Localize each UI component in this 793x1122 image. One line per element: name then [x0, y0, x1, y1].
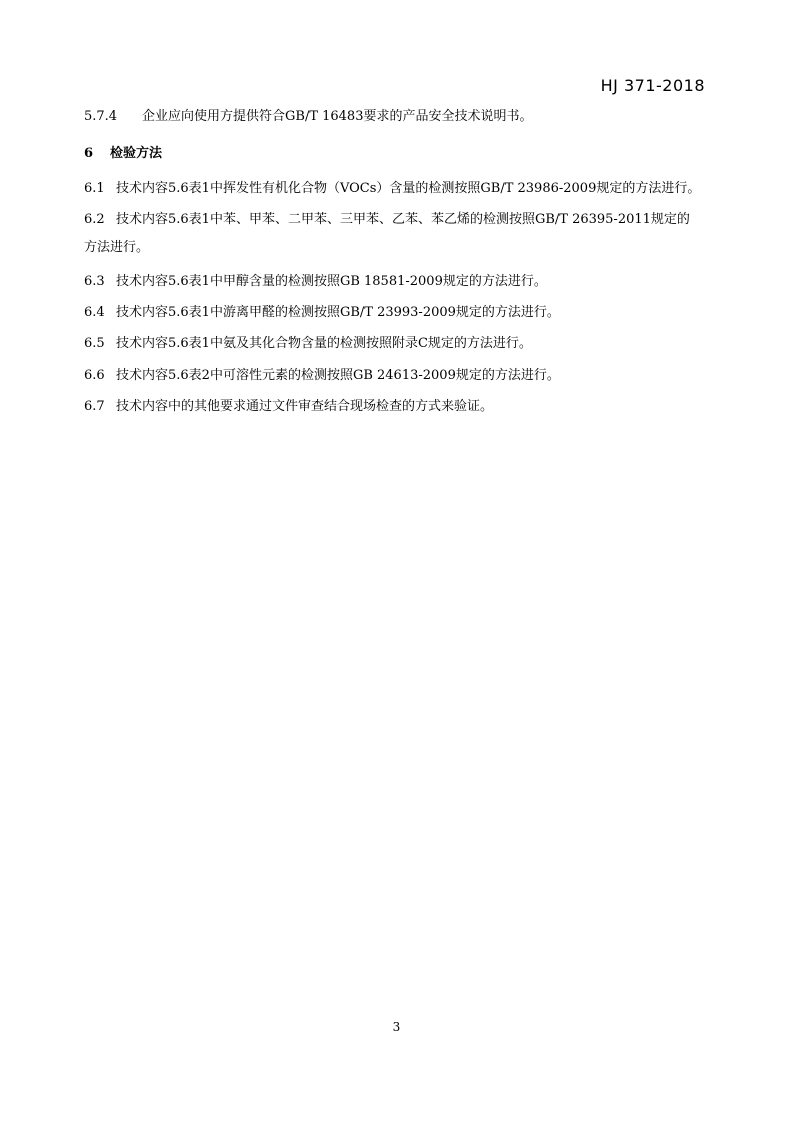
- section-heading: [84, 145, 162, 163]
- clause-text: 技术内容5.6表1中苯、甲苯、二甲苯、三甲苯、乙苯、苯乙烯的检测按照GB/T 26395-2011规定的: [116, 212, 690, 227]
- clause-6-3: [84, 273, 547, 291]
- clause-text-continuation: 方法进行。: [84, 240, 150, 255]
- clause-6-2: [84, 211, 690, 229]
- clause-number: 6.6: [84, 368, 105, 383]
- clause-text: 技术内容5.6表1中挥发性有机化合物（VOCs）含量的检测按照GB/T 23986-2009规定的方法进行。: [116, 181, 701, 196]
- clause-6-2-continuation: [84, 239, 149, 257]
- clause-text: 技术内容5.6表1中氨及其化合物含量的检测按照附录C规定的方法进行。: [116, 336, 532, 351]
- clause-number: 6.1: [84, 181, 105, 196]
- clause-number: 6.4: [84, 305, 105, 320]
- clause-text: 技术内容5.6表2中可溶性元素的检测按照GB 24613-2009规定的方法进行。: [116, 368, 560, 383]
- clause-6-7: [84, 398, 493, 416]
- clause-number: 5.7.4: [84, 109, 118, 124]
- clause-number: 6.5: [84, 336, 105, 351]
- clause-number: 6.3: [84, 274, 105, 289]
- clause-text: 技术内容中的其他要求通过文件审查结合现场检查的方式来验证。: [116, 399, 494, 414]
- document-code: HJ 371-2018: [600, 76, 705, 95]
- clause-text: 技术内容5.6表1中游离甲醛的检测按照GB/T 23993-2009规定的方法进行。: [116, 305, 560, 320]
- clause-6-1: [84, 180, 700, 198]
- clause-6-5: [84, 335, 532, 353]
- clause-6-6: [84, 367, 560, 385]
- clause-number: 6.2: [84, 212, 105, 227]
- clause-6-4: [84, 304, 560, 322]
- clause-number: 6.7: [84, 399, 105, 414]
- section-number: 6: [84, 146, 94, 161]
- page-number: 3: [392, 1020, 401, 1034]
- section-title: 检验方法: [110, 146, 163, 161]
- clause-text: 技术内容5.6表1中甲醇含量的检测按照GB 18581-2009规定的方法进行。: [116, 274, 547, 289]
- clause-text: 企业应向使用方提供符合GB/T 16483要求的产品安全技术说明书。: [142, 109, 533, 124]
- clause-5-7-4: [84, 108, 532, 126]
